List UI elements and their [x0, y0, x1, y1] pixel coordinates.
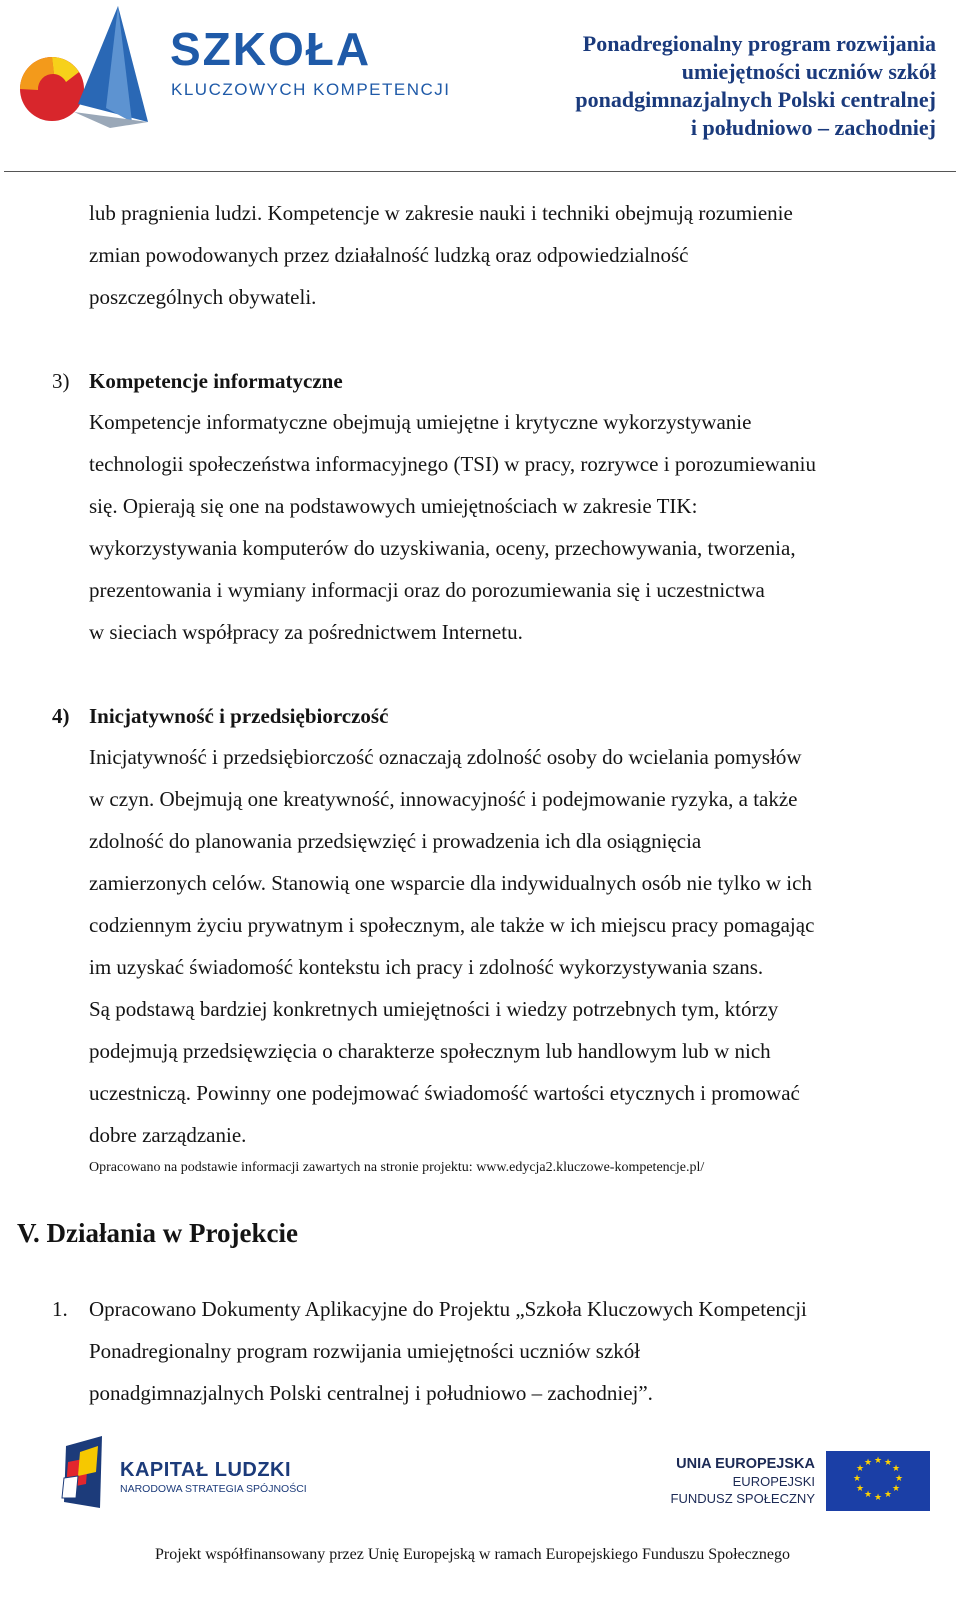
- svg-text:★: ★: [873, 1493, 883, 1503]
- item-heading: Kompetencje informatyczne: [89, 369, 343, 393]
- svg-text:★: ★: [883, 1490, 893, 1500]
- svg-text:★: ★: [873, 1456, 883, 1466]
- action-text: Opracowano Dokumenty Aplikacyjne do Projektu „Szkoła Kluczowych Kompetencji Ponadregionalny program rozwijania umiejętności uczniów szkół ponadgimnazjalnych Polski centralnej i południowo – zachodniej”.: [89, 1297, 807, 1405]
- program-title-line: umiejętności uczniów szkół: [681, 59, 936, 84]
- kapital-ludzki-title: KAPITAŁ LUDZKI: [120, 1459, 292, 1481]
- program-title-line: ponadgimnazjalnych Polski centralnej: [575, 87, 936, 112]
- action-number: 1.: [52, 1297, 68, 1321]
- program-title: [575, 30, 936, 142]
- page-header: [0, 0, 960, 176]
- svg-text:★: ★: [863, 1490, 873, 1500]
- program-title-line: i południowo – zachodniej: [690, 115, 936, 140]
- logo-title: SZKOŁA: [170, 23, 372, 75]
- item-heading: Inicjatywność i przedsiębiorczość: [89, 704, 389, 728]
- item-number: 4): [52, 704, 70, 728]
- source-note: Opracowano na podstawie informacji zawartych na stronie projektu: www.edycja2.kluczowe-kompetencje.pl/: [89, 1160, 705, 1175]
- school-logo-icon: [14, 4, 154, 129]
- svg-text:★: ★: [883, 1458, 893, 1468]
- cofinancing-note: Projekt współfinansowany przez Unię Europejską w ramach Europejskiego Funduszu Społecznego: [155, 1546, 790, 1563]
- eu-line: UNIA EUROPEJSKA: [676, 1456, 815, 1472]
- svg-text:★: ★: [894, 1474, 904, 1484]
- item-text: Inicjatywność i przedsiębiorczość oznaczają zdolność osoby do wcielania pomysłów w czyn. Obejmują one kreatywność, innowacyjność i podejmowanie ryzyka, a także zdolność do planowania przedsięwzięć i prowadzenia ich dla osiągnięcia zamierzonych celów. Stanowią one wsparcie dla indywidualnych osób nie tylko w ich codziennym życiu prywatnym i społecznym, ale także w ich miejscu pracy pomagając im uzyskać świadomość kontekstu ich pracy i zdolność wykorzystywania szans. Są podstawą bardziej konkretnych umiejętności i wiedzy potrzebnych tym, którzy podejmują przedsięwzięcia o charakterze społecznym lub handlowym lub w nich uczestniczą. Powinny one podejmować świadomość wartości etycznych i promować dobre zarządzanie.: [89, 745, 815, 1147]
- svg-text:★: ★: [855, 1484, 865, 1494]
- eu-line: FUNDUSZ SPOŁECZNY: [670, 1491, 815, 1506]
- svg-text:★: ★: [891, 1484, 901, 1494]
- intro-paragraph: lub pragnienia ludzi. Kompetencje w zakresie nauki i techniki obejmują rozumienie zmian powodowanych przez działalność ludzką oraz odpowiedzialność poszczególnych obywateli.: [89, 201, 793, 309]
- item-number: 3): [52, 369, 70, 393]
- svg-text:★: ★: [855, 1464, 865, 1474]
- program-title-line: Ponadregionalny program rozwijania: [582, 31, 936, 56]
- section-title: V. Działania w Projekcie: [17, 1218, 298, 1248]
- header-divider: [4, 171, 956, 172]
- eu-flag-icon: [826, 1451, 930, 1511]
- svg-text:★: ★: [852, 1474, 862, 1484]
- item-text: Kompetencje informatyczne obejmują umiejętne i krytyczne wykorzystywanie technologii społeczeństwa informacyjnego (TSI) w pracy, rozrywce i porozumiewaniu się. Opierają się one na podstawowych umiejętnościach w zakresie TIK: wykorzystywania komputerów do uzyskiwania, oceny, przechowywania, tworzenia, prezentowania i wymiany informacji oraz do porozumiewania się i uczestnictwa w sieciach współpracy za pośrednictwem Internetu.: [89, 410, 816, 644]
- eu-line: EUROPEJSKI: [732, 1474, 815, 1489]
- kapital-ludzki-subtitle: NARODOWA STRATEGIA SPÓJNOŚCI: [120, 1483, 307, 1495]
- svg-text:★: ★: [863, 1458, 873, 1468]
- eu-fund-text: [671, 1455, 815, 1507]
- logo-subtitle: KLUCZOWYCH KOMPETENCJI: [171, 80, 451, 99]
- svg-text:★: ★: [891, 1464, 901, 1474]
